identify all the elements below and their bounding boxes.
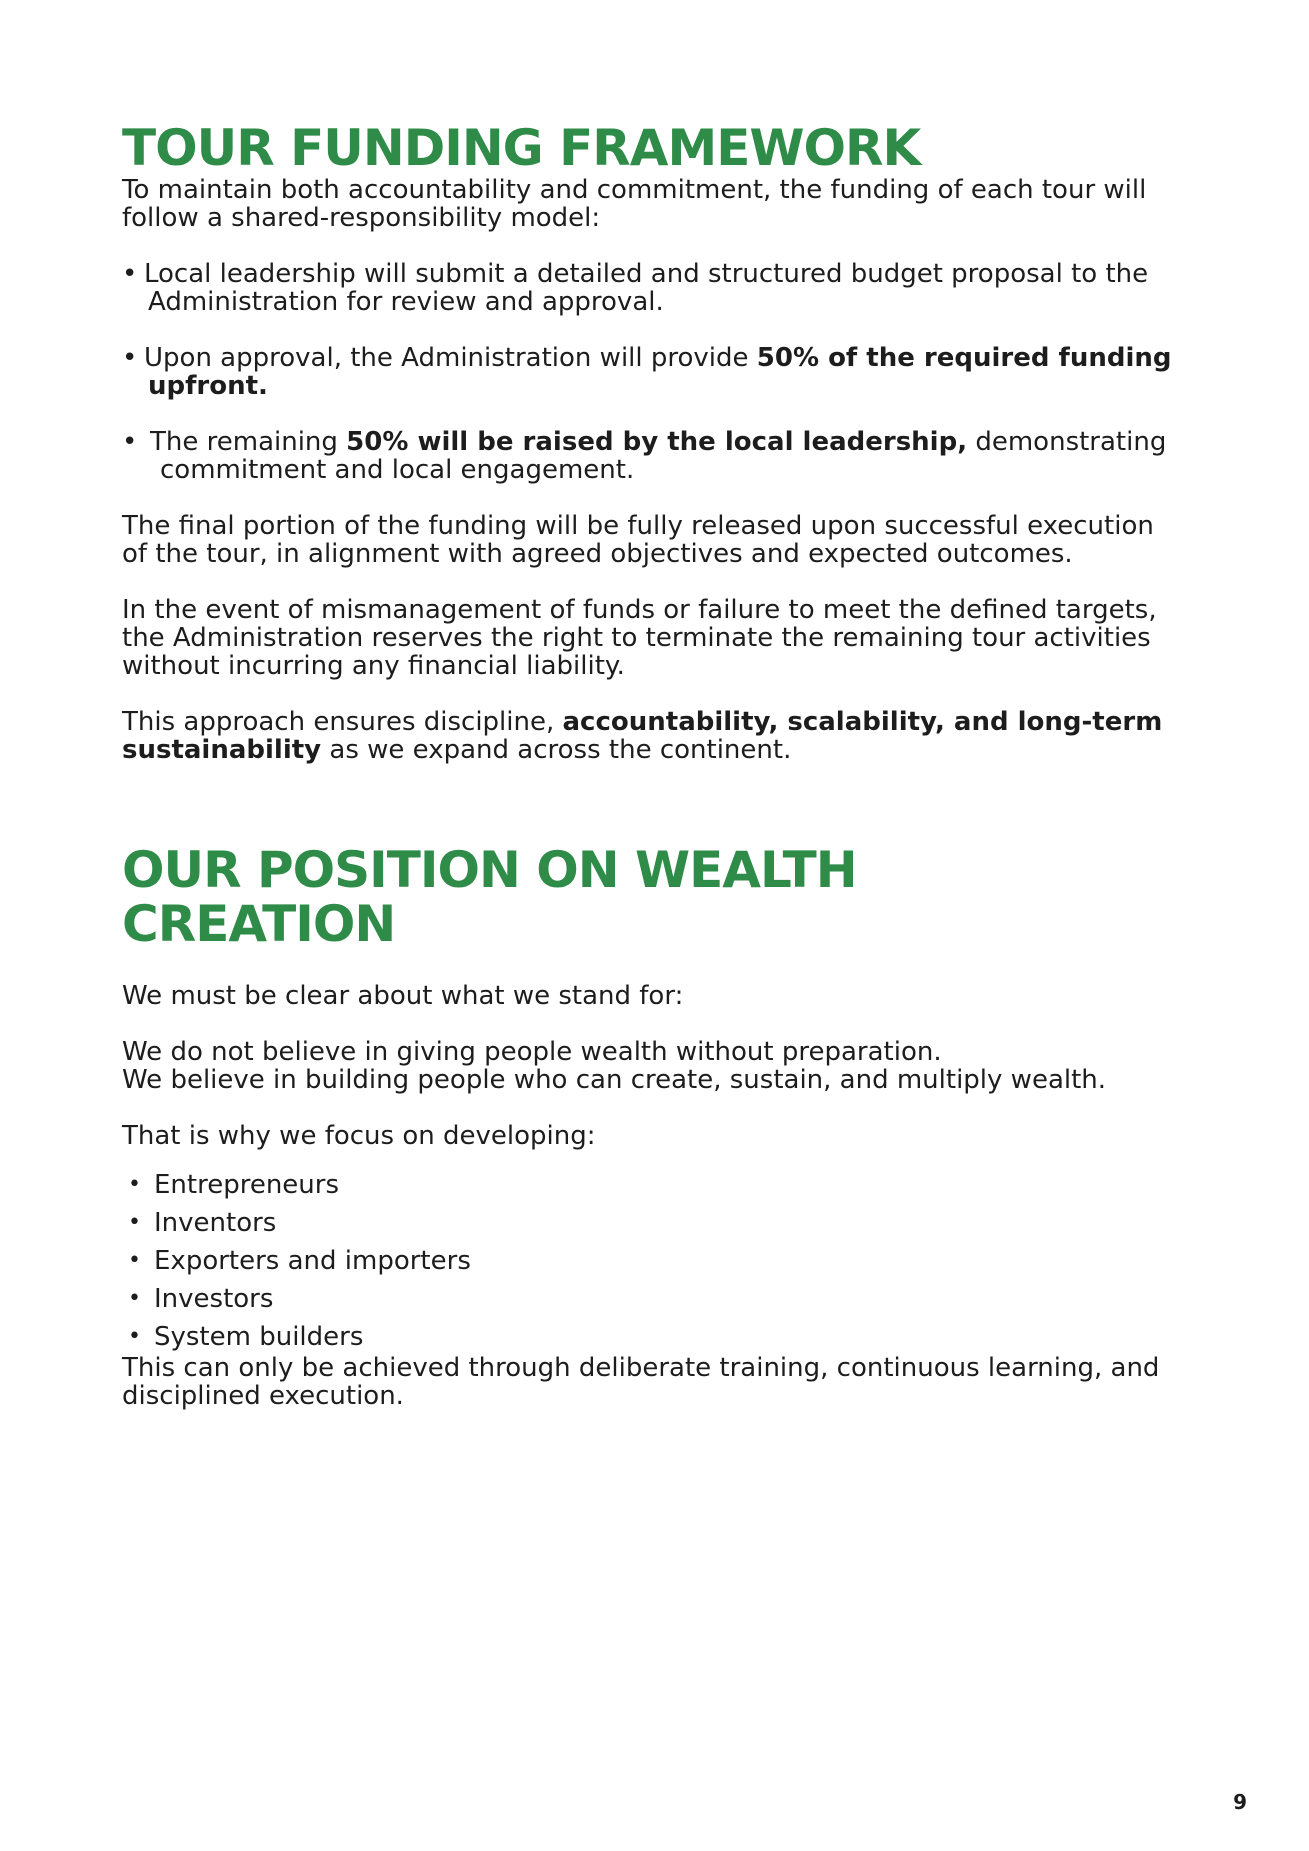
- bullet-icon: •: [128, 1172, 141, 1197]
- list-item: [122, 1204, 722, 1242]
- list-item: [122, 1242, 722, 1280]
- closing-paragraph-line-1: This can only be achieved through deliberate training, continuous learning, and: [122, 1353, 1160, 1383]
- section-title-wealth-creation-line-2: CREATION: [122, 895, 396, 953]
- bullet-text-line-2: upfront.: [148, 371, 268, 401]
- list-item-label: Investors: [154, 1284, 274, 1314]
- bullet-text-bold: 50% of the required funding: [756, 343, 1172, 373]
- list-item-label: System builders: [154, 1322, 364, 1352]
- approach-text-bold: sustainability: [122, 735, 322, 765]
- bullet-icon: •: [122, 427, 138, 457]
- mismanagement-paragraph-line-2: the Administration reserves the right to terminate the remaining tour activities: [122, 623, 1151, 653]
- bullet-text-line-1: [144, 342, 1172, 375]
- bullet-text-line-2: Administration for review and approval.: [148, 287, 664, 317]
- list-item: [122, 1318, 722, 1356]
- bullet-icon: •: [128, 1324, 141, 1349]
- closing-paragraph-line-2: disciplined execution.: [122, 1381, 404, 1411]
- bullet-text-regular: The remaining: [150, 427, 347, 457]
- bullet-text-bold: 50% will be raised by the local leadership,: [346, 427, 968, 457]
- bullet-text-line-1: Local leadership will submit a detailed and structured budget proposal to the: [144, 259, 1149, 289]
- bullet-icon: •: [128, 1248, 141, 1273]
- bullet-icon: •: [128, 1210, 141, 1235]
- bullet-text-regular: Upon approval, the Administration will provide: [144, 343, 757, 373]
- mismanagement-paragraph-line-1: In the event of mismanagement of funds or failure to meet the defined targets,: [122, 595, 1157, 625]
- focus-intro: That is why we focus on developing:: [122, 1121, 596, 1151]
- focus-list: [122, 1166, 722, 1356]
- page-number: 9: [1233, 1790, 1247, 1814]
- stance-intro: We must be clear about what we stand for:: [122, 981, 684, 1011]
- mismanagement-paragraph-line-3: without incurring any financial liability.: [122, 651, 625, 681]
- belief-line-1: We do not believe in giving people wealth without preparation.: [122, 1037, 942, 1067]
- approach-text-bold: accountability, scalability, and long-term: [562, 707, 1163, 737]
- bullet-icon: •: [122, 343, 138, 373]
- list-item: [122, 1166, 722, 1204]
- intro-paragraph-line-2: follow a shared-responsibility model:: [122, 203, 601, 233]
- list-item: [122, 1280, 722, 1318]
- bullet-icon: •: [128, 1286, 141, 1311]
- approach-text-regular: This approach ensures discipline,: [122, 707, 563, 737]
- list-item-label: Exporters and importers: [154, 1246, 471, 1276]
- bullet-icon: •: [122, 259, 138, 289]
- bullet-text-regular-end: demonstrating: [967, 427, 1167, 457]
- approach-text-regular: as we expand across the continent.: [321, 735, 792, 765]
- final-portion-paragraph-line-2: of the tour, in alignment with agreed objectives and expected outcomes.: [122, 539, 1073, 569]
- final-portion-paragraph-line-1: The final portion of the funding will be fully released upon successful execution: [122, 511, 1154, 541]
- section-title-tour-funding: TOUR FUNDING FRAMEWORK: [122, 119, 921, 177]
- list-item-label: Entrepreneurs: [154, 1170, 340, 1200]
- section-title-wealth-creation-line-1: OUR POSITION ON WEALTH: [122, 841, 857, 899]
- bullet-text-line-2: commitment and local engagement.: [160, 455, 635, 485]
- belief-line-2: We believe in building people who can create, sustain, and multiply wealth.: [122, 1065, 1107, 1095]
- approach-paragraph-line-2: [122, 734, 791, 767]
- intro-paragraph-line-1: To maintain both accountability and commitment, the funding of each tour will: [122, 175, 1147, 205]
- list-item-label: Inventors: [154, 1208, 277, 1238]
